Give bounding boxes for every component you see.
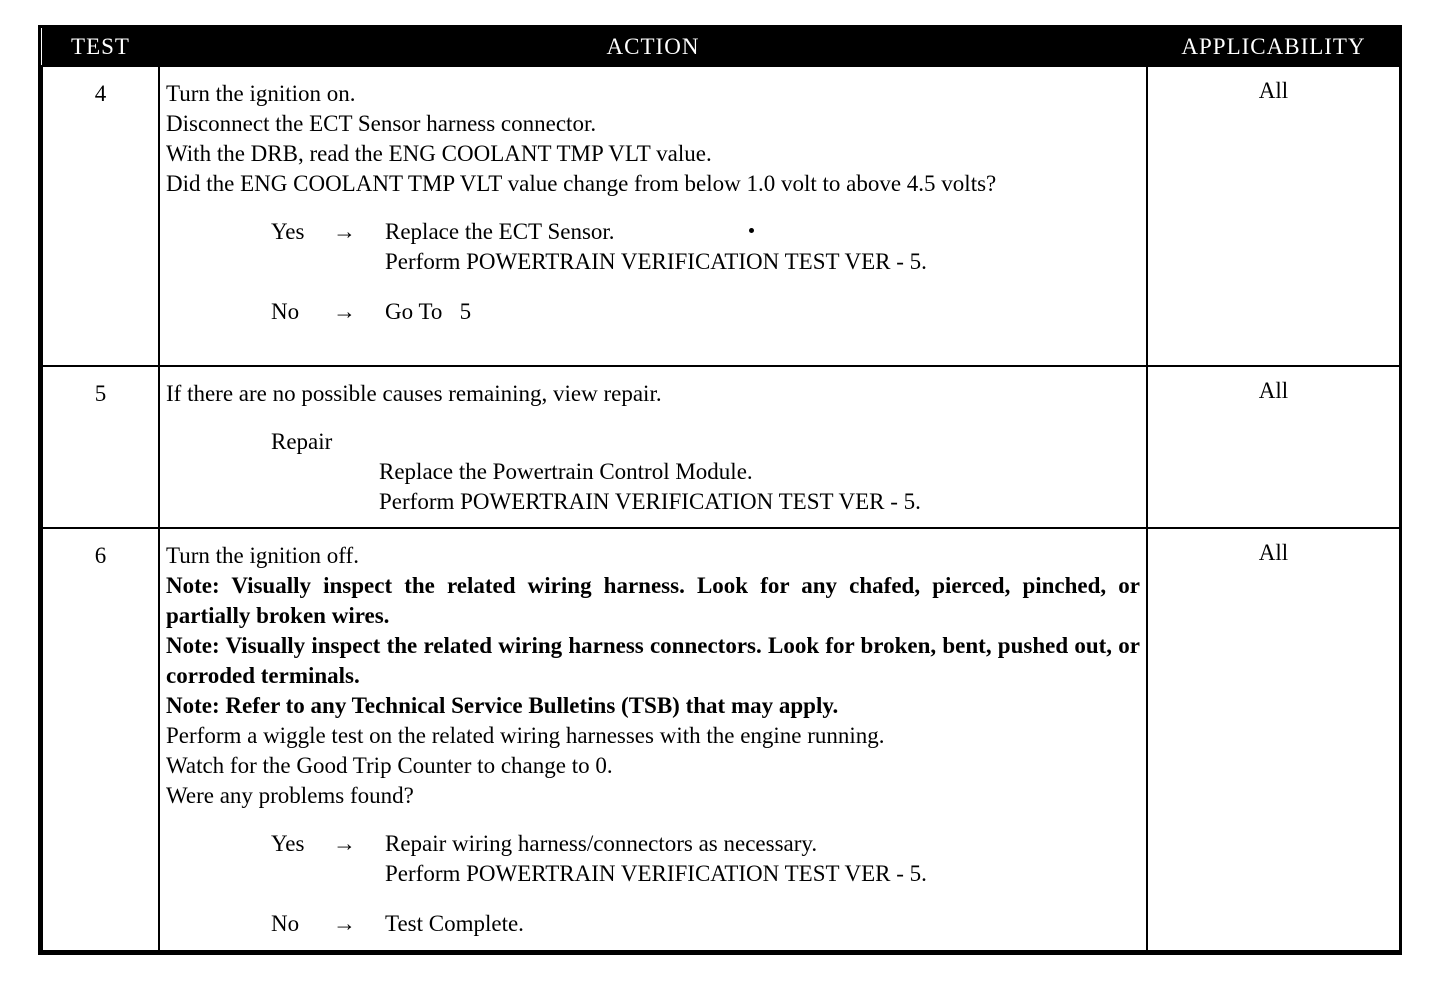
test-table xyxy=(41,28,1401,952)
header-applicability: APPLICABILITY xyxy=(1147,28,1400,66)
action-line: Watch for the Good Trip Counter to change to 0. xyxy=(166,753,613,778)
header-action: ACTION xyxy=(159,28,1147,66)
yes-action: Replace the ECT Sensor. xyxy=(385,219,615,244)
arrow-right-icon: → xyxy=(333,831,356,856)
action-line: Disconnect the ECT Sensor harness connector. xyxy=(166,111,597,136)
no-label: No xyxy=(271,911,300,936)
arrow-right-icon: → xyxy=(333,911,356,936)
yes-result xyxy=(385,217,1140,277)
repair-step: Perform POWERTRAIN VERIFICATION TEST VER - 5. xyxy=(379,489,921,514)
action-question: Did the ENG COOLANT TMP VLT value change from below 1.0 volt to above 4.5 volts? xyxy=(166,171,997,196)
applicability-cell: All xyxy=(1147,66,1400,366)
test-number: 6 xyxy=(42,528,159,951)
yes-option xyxy=(271,217,1140,277)
yes-option xyxy=(271,829,1140,889)
table-row xyxy=(42,366,1400,528)
repair-step: Replace the Powertrain Control Module. xyxy=(379,459,753,484)
action-line: If there are no possible causes remaining, view repair. xyxy=(166,381,662,406)
applicability-cell: All xyxy=(1147,528,1400,951)
table-row xyxy=(42,528,1400,951)
test-number: 5 xyxy=(42,366,159,528)
no-action: Go To 5 xyxy=(385,299,472,324)
yes-label: Yes xyxy=(271,831,305,856)
note-line: Note: Refer to any Technical Service Bulletins (TSB) that may apply. xyxy=(166,693,839,718)
action-line: With the DRB, read the ENG COOLANT TMP VLT value. xyxy=(166,141,712,166)
action-line: Perform a wiggle test on the related wiring harnesses with the engine running. xyxy=(166,723,885,748)
no-option xyxy=(271,297,1140,327)
yes-result xyxy=(385,829,1140,889)
no-label: No xyxy=(271,299,300,324)
stray-dot-mark xyxy=(749,228,754,233)
yes-action: Repair wiring harness/connectors as necessary. xyxy=(385,831,818,856)
arrow-right-icon: → xyxy=(333,219,356,244)
no-action: Test Complete. xyxy=(385,911,524,936)
yes-action-verify: Perform POWERTRAIN VERIFICATION TEST VER - 5. xyxy=(385,249,927,274)
action-line: Turn the ignition on. xyxy=(166,81,356,106)
action-question: Were any problems found? xyxy=(166,783,414,808)
note-line: Note: Visually inspect the related wiring harness. Look for any chafed, pierced, pinched, or partially broken wires. xyxy=(166,573,1140,628)
action-cell xyxy=(159,66,1147,366)
note-line: Note: Visually inspect the related wiring harness connectors. Look for broken, bent, pushed out, or corroded terminals. xyxy=(166,633,1140,688)
diagnostic-test-table xyxy=(38,25,1402,955)
table-row xyxy=(42,66,1400,366)
no-option xyxy=(271,909,1140,939)
repair-label: Repair xyxy=(271,429,333,454)
table-header-row xyxy=(42,28,1400,66)
action-cell xyxy=(159,366,1147,528)
yes-action-verify: Perform POWERTRAIN VERIFICATION TEST VER - 5. xyxy=(385,861,927,886)
action-line: Turn the ignition off. xyxy=(166,543,359,568)
action-cell xyxy=(159,528,1147,951)
arrow-right-icon: → xyxy=(333,299,356,324)
applicability-cell: All xyxy=(1147,366,1400,528)
header-test: TEST xyxy=(42,28,159,66)
yes-label: Yes xyxy=(271,219,305,244)
test-number: 4 xyxy=(42,66,159,366)
